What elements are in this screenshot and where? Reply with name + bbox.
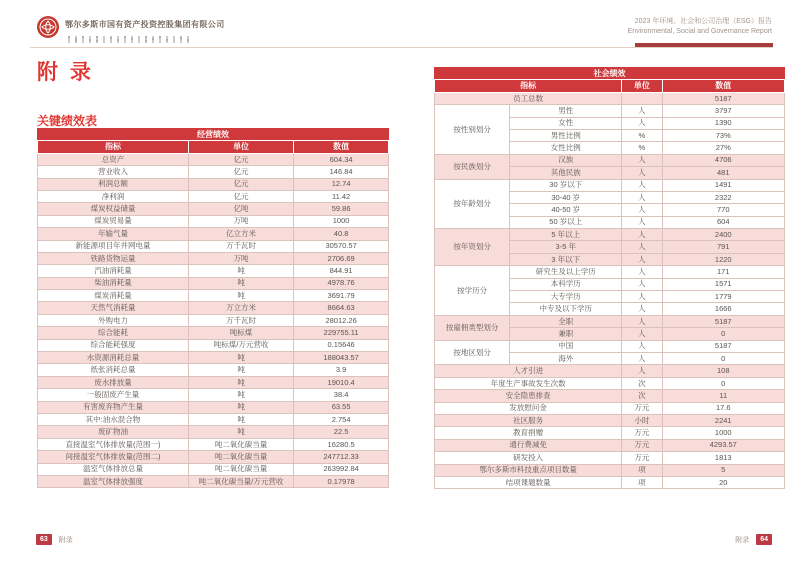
unit-cell: 人 <box>622 105 662 117</box>
indicator-cell: 教育捐赠 <box>435 427 622 439</box>
unit-cell: 吨二氧化碳当量 <box>188 438 293 450</box>
value-cell: 1779 <box>662 291 785 303</box>
table-row <box>435 377 785 389</box>
value-cell: 22.5 <box>294 426 389 438</box>
indicator-cell: 男性比例 <box>510 129 622 141</box>
value-cell: 481 <box>662 167 785 179</box>
unit-cell: 人 <box>622 216 662 228</box>
value-cell: 1000 <box>294 215 389 227</box>
unit-cell: 吨 <box>188 277 293 289</box>
unit-cell: % <box>622 142 662 154</box>
value-cell: 3797 <box>662 105 785 117</box>
table-row <box>38 475 389 487</box>
indicator-cell: 温室气体排放总量 <box>38 463 189 475</box>
indicator-cell: 水资源消耗总量 <box>38 352 189 364</box>
unit-cell: 吨二氧化碳当量 <box>188 463 293 475</box>
value-cell: 0 <box>662 377 785 389</box>
unit-cell: 亿元 <box>188 153 293 165</box>
group-cell: 按性别划分 <box>435 105 510 155</box>
value-cell: 1220 <box>662 253 785 265</box>
value-cell: 4978.76 <box>294 277 389 289</box>
unit-cell: 亿吨 <box>188 203 293 215</box>
value-cell: 12.74 <box>294 178 389 190</box>
value-cell: 20 <box>662 476 785 488</box>
table-row <box>38 376 389 388</box>
value-cell: 2241 <box>662 414 785 426</box>
indicator-cell: 3 年以下 <box>510 253 622 265</box>
indicator-cell: 女性比例 <box>510 142 622 154</box>
table-row <box>38 426 389 438</box>
unit-cell: 吨标煤 <box>188 327 293 339</box>
indicator-cell: 天然气消耗量 <box>38 302 189 314</box>
indicator-cell: 本科学历 <box>510 278 622 290</box>
unit-cell: 人 <box>622 291 662 303</box>
value-cell: 770 <box>662 204 785 216</box>
unit-cell: 亿立方米 <box>188 228 293 240</box>
value-cell: 229755.11 <box>294 327 389 339</box>
unit-cell: 人 <box>622 204 662 216</box>
indicator-cell: 直接温室气体排放量(范围一) <box>38 438 189 450</box>
indicator-cell: 新能源项目年并网电量 <box>38 240 189 252</box>
table-row <box>435 427 785 439</box>
unit-cell: 人 <box>622 167 662 179</box>
unit-cell: 人 <box>622 241 662 253</box>
unit-cell: 人 <box>622 315 662 327</box>
indicator-cell: 女性 <box>510 117 622 129</box>
table-row <box>435 452 785 464</box>
column-header: 指标 <box>435 80 622 92</box>
table-row <box>38 265 389 277</box>
value-cell: 28012.26 <box>294 314 389 326</box>
indicator-cell: 研究生及以上学历 <box>510 266 622 278</box>
table-row <box>435 154 785 166</box>
report-title-en: Environmental, Social and Governance Report <box>627 28 772 35</box>
unit-cell: 吨二氧化碳当量/万元营收 <box>188 475 293 487</box>
indicator-cell: 30-40 岁 <box>510 191 622 203</box>
value-cell: 3.9 <box>294 364 389 376</box>
value-cell: 791 <box>662 241 785 253</box>
indicator-cell: 温室气体排放强度 <box>38 475 189 487</box>
column-header: 数值 <box>294 141 389 153</box>
page-number-left: 63 <box>36 534 52 545</box>
indicator-cell: 其中:油水混合物 <box>38 413 189 425</box>
unit-cell: % <box>622 129 662 141</box>
indicator-cell: 40-50 岁 <box>510 204 622 216</box>
unit-cell: 人 <box>622 266 662 278</box>
indicator-cell: 间接温室气体排放量(范围二) <box>38 451 189 463</box>
unit-cell: 吨 <box>188 352 293 364</box>
indicator-cell: 结项课题数量 <box>435 476 622 488</box>
indicator-cell: 废水排放量 <box>38 376 189 388</box>
indicator-cell: 年输气量 <box>38 228 189 240</box>
unit-cell <box>622 92 662 104</box>
value-cell: 171 <box>662 266 785 278</box>
value-cell: 4706 <box>662 154 785 166</box>
table-row <box>38 451 389 463</box>
table-row <box>435 414 785 426</box>
table-row <box>435 476 785 488</box>
unit-cell: 亿元 <box>188 166 293 178</box>
indicator-cell: 海外 <box>510 352 622 364</box>
indicator-cell: 煤炭消耗量 <box>38 290 189 302</box>
table-row <box>435 439 785 451</box>
table-row <box>38 364 389 376</box>
value-cell: 1491 <box>662 179 785 191</box>
indicator-cell: 纸张消耗总量 <box>38 364 189 376</box>
table-title-row <box>435 68 785 80</box>
value-cell: 146.84 <box>294 166 389 178</box>
value-cell: 1390 <box>662 117 785 129</box>
value-cell: 19010.4 <box>294 376 389 388</box>
table-row <box>38 228 389 240</box>
column-header: 单位 <box>622 80 662 92</box>
table-title: 经营绩效 <box>38 129 389 141</box>
unit-cell: 万元 <box>622 427 662 439</box>
indicator-cell: 全职 <box>510 315 622 327</box>
indicator-cell: 3-5 年 <box>510 241 622 253</box>
indicator-cell: 废矿物油 <box>38 426 189 438</box>
value-cell: 11 <box>662 390 785 402</box>
table-row <box>435 402 785 414</box>
social-table <box>434 67 785 489</box>
table-title: 社会绩效 <box>435 68 785 80</box>
value-cell: 16280.5 <box>294 438 389 450</box>
table-row <box>38 413 389 425</box>
unit-cell: 万吨 <box>188 252 293 264</box>
value-cell: 1813 <box>662 452 785 464</box>
table-row <box>435 340 785 352</box>
unit-cell: 人 <box>622 303 662 315</box>
value-cell: 247712.33 <box>294 451 389 463</box>
indicator-cell: 大专学历 <box>510 291 622 303</box>
footer-left <box>36 534 78 545</box>
table-row <box>435 365 785 377</box>
unit-cell: 次 <box>622 377 662 389</box>
value-cell: 59.86 <box>294 203 389 215</box>
unit-cell: 万元 <box>622 402 662 414</box>
indicator-cell: 中国 <box>510 340 622 352</box>
value-cell: 73% <box>662 129 785 141</box>
footer-right <box>730 534 772 545</box>
table-row <box>435 92 785 104</box>
unit-cell: 万吨 <box>188 215 293 227</box>
unit-cell: 人 <box>622 278 662 290</box>
indicator-cell: 铁路货物运量 <box>38 252 189 264</box>
value-cell: 3691.79 <box>294 290 389 302</box>
value-cell: 5187 <box>662 340 785 352</box>
unit-cell: 吨 <box>188 290 293 302</box>
indicator-cell: 一般固废产生量 <box>38 389 189 401</box>
value-cell: 604 <box>662 216 785 228</box>
table-row <box>435 229 785 241</box>
value-cell: 2706.69 <box>294 252 389 264</box>
value-cell: 17.6 <box>662 402 785 414</box>
indicator-cell: 发放慰问金 <box>435 402 622 414</box>
value-cell: 1571 <box>662 278 785 290</box>
value-cell: 63.55 <box>294 401 389 413</box>
table-row <box>38 290 389 302</box>
table-row <box>38 314 389 326</box>
unit-cell: 吨 <box>188 426 293 438</box>
indicator-cell: 男性 <box>510 105 622 117</box>
value-cell: 11.42 <box>294 190 389 202</box>
unit-cell: 万千瓦时 <box>188 240 293 252</box>
page-number-right: 64 <box>756 534 772 545</box>
unit-cell: 人 <box>622 117 662 129</box>
value-cell: 2.754 <box>294 413 389 425</box>
group-cell: 按雇佣类型划分 <box>435 315 510 340</box>
table-row <box>435 266 785 278</box>
table-row <box>38 277 389 289</box>
unit-cell: 亿元 <box>188 190 293 202</box>
table-row <box>38 166 389 178</box>
value-cell: 844.91 <box>294 265 389 277</box>
header-red-rule <box>635 43 773 47</box>
unit-cell: 万立方米 <box>188 302 293 314</box>
column-header: 数值 <box>662 80 785 92</box>
unit-cell: 吨 <box>188 401 293 413</box>
unit-cell: 人 <box>622 340 662 352</box>
table-row <box>38 215 389 227</box>
unit-cell: 人 <box>622 179 662 191</box>
value-cell: 188043.57 <box>294 352 389 364</box>
table-row <box>38 327 389 339</box>
value-cell: 0 <box>662 352 785 364</box>
indicator-cell: 外购电力 <box>38 314 189 326</box>
company-name: 鄂尔多斯市国有资产投资控股集团有限公司 <box>65 20 225 29</box>
unit-cell: 吨二氧化碳当量 <box>188 451 293 463</box>
unit-cell: 人 <box>622 154 662 166</box>
table-title-row <box>38 129 389 141</box>
value-cell: 2322 <box>662 191 785 203</box>
column-header: 指标 <box>38 141 189 153</box>
value-cell: 4293.57 <box>662 439 785 451</box>
unit-cell: 吨 <box>188 364 293 376</box>
table-row <box>38 190 389 202</box>
indicator-cell: 营业收入 <box>38 166 189 178</box>
column-header: 单位 <box>188 141 293 153</box>
table-row <box>38 352 389 364</box>
unit-cell: 人 <box>622 253 662 265</box>
table-header-row <box>38 141 389 153</box>
table-row <box>435 105 785 117</box>
value-cell: 1000 <box>662 427 785 439</box>
unit-cell: 项 <box>622 476 662 488</box>
table-row <box>38 203 389 215</box>
unit-cell: 次 <box>622 390 662 402</box>
indicator-cell: 研发投入 <box>435 452 622 464</box>
indicator-cell: 综合能耗强度 <box>38 339 189 351</box>
operating-table <box>37 128 389 488</box>
indicator-cell: 人才引进 <box>435 365 622 377</box>
group-cell: 按年龄划分 <box>435 179 510 229</box>
indicator-cell: 煤炭权益储量 <box>38 203 189 215</box>
unit-cell: 万元 <box>622 452 662 464</box>
value-cell: 0 <box>662 328 785 340</box>
unit-cell: 人 <box>622 352 662 364</box>
unit-cell: 万元 <box>622 439 662 451</box>
unit-cell: 吨 <box>188 413 293 425</box>
unit-cell: 万千瓦时 <box>188 314 293 326</box>
unit-cell: 小时 <box>622 414 662 426</box>
value-cell: 38.4 <box>294 389 389 401</box>
value-cell: 5187 <box>662 315 785 327</box>
value-cell: 30570.57 <box>294 240 389 252</box>
table-row <box>38 401 389 413</box>
value-cell: 263992.84 <box>294 463 389 475</box>
value-cell: 5187 <box>662 92 785 104</box>
indicator-cell: 柴油消耗量 <box>38 277 189 289</box>
value-cell: 27% <box>662 142 785 154</box>
group-cell: 按民族划分 <box>435 154 510 179</box>
header-divider <box>30 47 773 48</box>
indicator-cell: 员工总数 <box>435 92 622 104</box>
indicator-cell: 汉族 <box>510 154 622 166</box>
page-title: 附 录 <box>37 61 94 84</box>
table-row <box>38 178 389 190</box>
table-row <box>38 463 389 475</box>
indicator-cell: 有害废弃物产生量 <box>38 401 189 413</box>
indicator-cell: 中专及以下学历 <box>510 303 622 315</box>
table-row <box>38 302 389 314</box>
indicator-cell: 30 岁以下 <box>510 179 622 191</box>
unit-cell: 亿元 <box>188 178 293 190</box>
indicator-cell: 5 年以上 <box>510 229 622 241</box>
indicator-cell: 社区服务 <box>435 414 622 426</box>
unit-cell: 人 <box>622 365 662 377</box>
value-cell: 2400 <box>662 229 785 241</box>
company-logo-icon <box>36 15 60 39</box>
section-title: 关键绩效表 <box>37 114 98 128</box>
indicator-cell: 煤炭贸易量 <box>38 215 189 227</box>
indicator-cell: 鄂尔多斯市科技重点项目数量 <box>435 464 622 476</box>
value-cell: 0.15646 <box>294 339 389 351</box>
unit-cell: 吨标煤/万元营收 <box>188 339 293 351</box>
indicator-cell: 总资产 <box>38 153 189 165</box>
table-row <box>38 153 389 165</box>
indicator-cell: 兼职 <box>510 328 622 340</box>
indicator-cell: 50 岁以上 <box>510 216 622 228</box>
indicator-cell: 汽油消耗量 <box>38 265 189 277</box>
group-cell: 按地区划分 <box>435 340 510 365</box>
unit-cell: 吨 <box>188 265 293 277</box>
value-cell: 108 <box>662 365 785 377</box>
table-row <box>38 389 389 401</box>
value-cell: 1666 <box>662 303 785 315</box>
table-row <box>38 438 389 450</box>
value-cell: 0.17978 <box>294 475 389 487</box>
table-row <box>38 240 389 252</box>
table-row <box>435 390 785 402</box>
indicator-cell: 其他民族 <box>510 167 622 179</box>
unit-cell: 吨 <box>188 376 293 388</box>
indicator-cell: 年度生产事故发生次数 <box>435 377 622 389</box>
unit-cell: 吨 <box>188 389 293 401</box>
group-cell: 按年资划分 <box>435 229 510 266</box>
footer-label-left: 附录 <box>58 536 73 544</box>
table-row <box>38 339 389 351</box>
footer-label-right: 附录 <box>735 536 750 544</box>
report-title <box>628 17 772 37</box>
indicator-cell: 利润总额 <box>38 178 189 190</box>
table-row <box>435 464 785 476</box>
indicator-cell: 通行费减免 <box>435 439 622 451</box>
value-cell: 604.34 <box>294 153 389 165</box>
table-row <box>435 315 785 327</box>
group-cell: 按学历分 <box>435 266 510 316</box>
indicator-cell: 安全隐患排查 <box>435 390 622 402</box>
indicator-cell: 净利润 <box>38 190 189 202</box>
unit-cell: 人 <box>622 191 662 203</box>
table-row <box>38 252 389 264</box>
unit-cell: 人 <box>622 229 662 241</box>
unit-cell: 人 <box>622 328 662 340</box>
unit-cell: 项 <box>622 464 662 476</box>
table-row <box>435 179 785 191</box>
mongolian-script-text <box>66 31 216 40</box>
table-header-row <box>435 80 785 92</box>
value-cell: 40.8 <box>294 228 389 240</box>
value-cell: 8664.63 <box>294 302 389 314</box>
value-cell: 5 <box>662 464 785 476</box>
report-title-zh: 2023 年环境、社会和公司治理（ESG）报告 <box>634 18 772 25</box>
indicator-cell: 综合能耗 <box>38 327 189 339</box>
